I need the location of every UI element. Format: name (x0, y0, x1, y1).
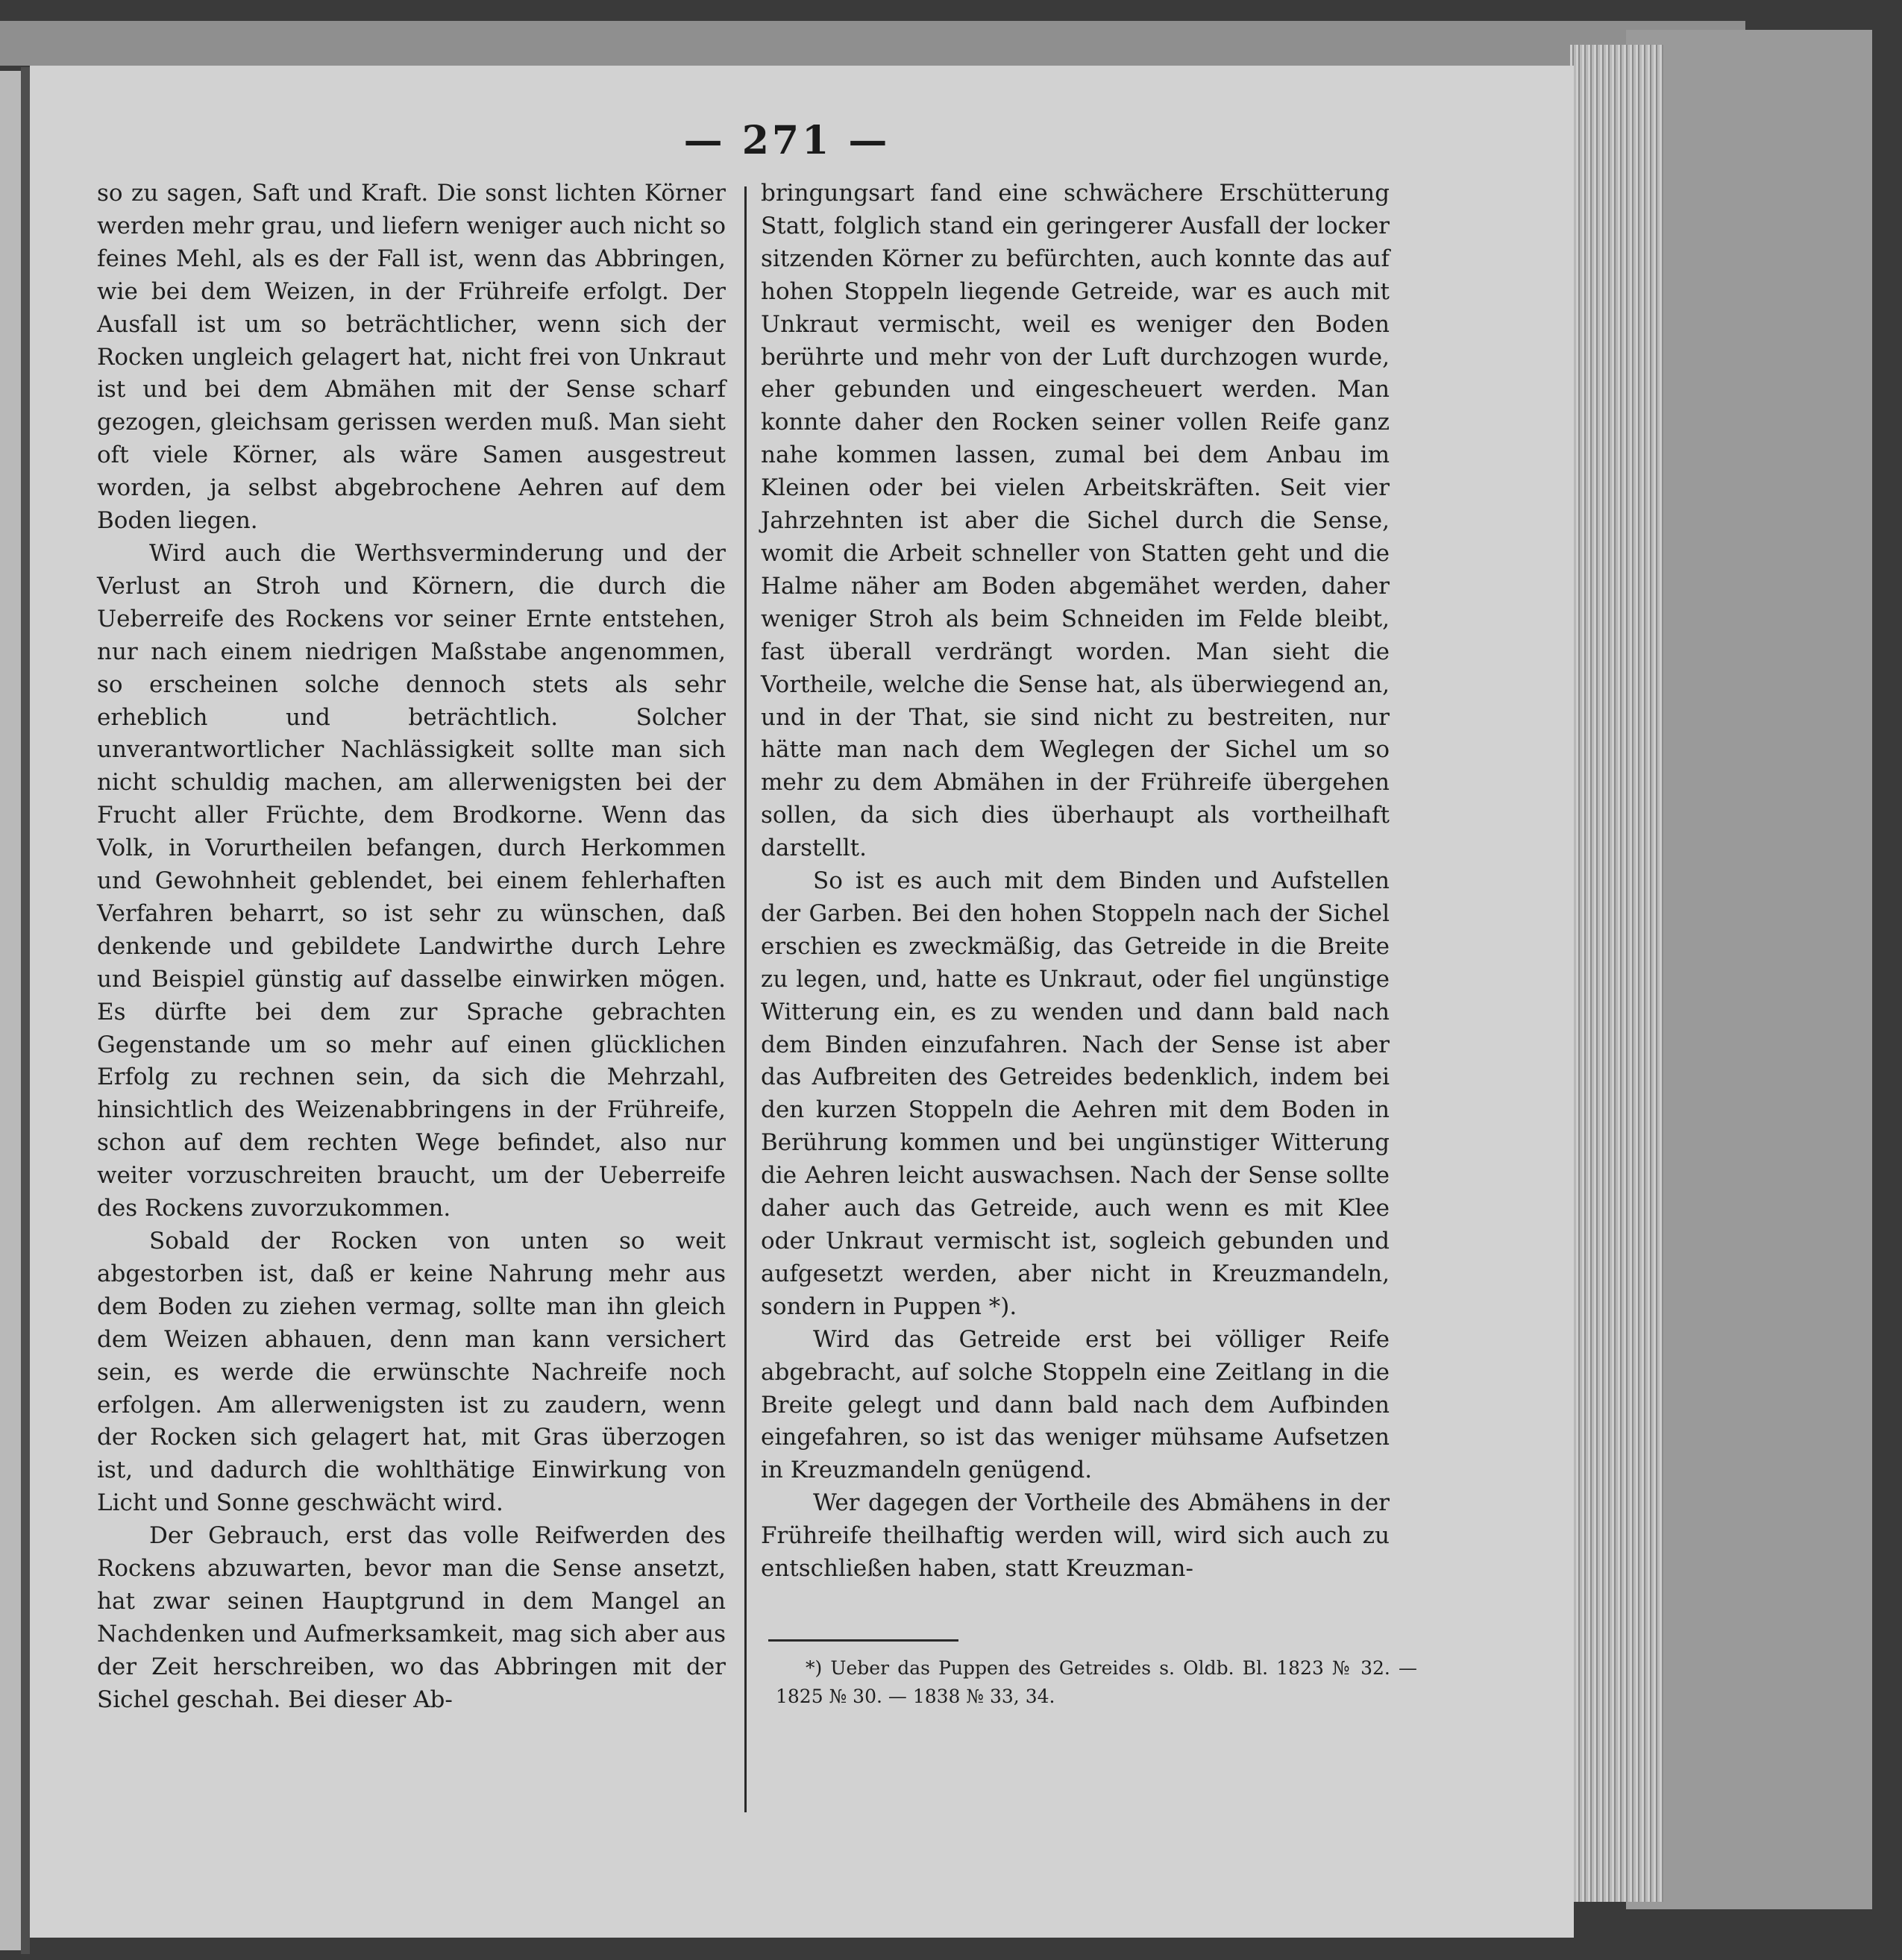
book-cover-top (0, 21, 1745, 66)
column-divider (744, 186, 747, 1812)
paragraph: bringungsart fand eine schwächere Erschütterung Statt, folglich stand ein geringerer Ausfall der locker sitzenden Körner zu befürchten, auch konnte das auf hohen Stoppeln liegende Getreide, war es auch mit Unkraut vermischt, weil es weniger den Boden berührte und mehr von der Luft durchzogen wurde, eher gebunden und eingescheuert werden. Man konnte daher den Rocken seiner vollen Reife ganz nahe kommen lassen, zumal bei dem Anbau im Kleinen oder bei vielen Arbeitskräften. Seit vier Jahrzehnten ist aber die Sichel durch die Sense, womit die Arbeit schneller von Statten geht und die Halme näher am Boden abgemähet werden, daher weniger Stroh als beim Schneiden im Felde bleibt, fast überall verdrängt worden. Man sieht die Vortheile, welche die Sense hat, als überwiegend an, und in der That, sie sind nicht zu bestreiten, nur hätte man nach dem Weglegen der Sichel um so mehr zu dem Abmähen in der Frühreife übergehen sollen, da sich dies überhaupt als vortheilhaft darstellt. (761, 180, 1390, 862)
paragraph: So ist es auch mit dem Binden und Aufstellen der Garben. Bei den hohen Stoppeln nach der Sichel erschien es zweckmäßig, das Getreide in die Breite zu legen, und, hatte es Unkraut, oder fiel ungünstige Witterung ein, es zu wenden und dann bald nach dem Binden einzufahren. Nach der Sense ist aber das Aufbreiten des Getreides bedenklich, indem bei den kurzen Stoppeln die Aehren mit dem Boden in Berührung kommen und bei ungünstiger Witterung die Aehren leicht auswachsen. Nach der Sense sollte daher auch das Getreide, auch wenn es mit Klee oder Unkraut vermischt ist, sogleich gebunden und aufgesetzt werden, aber nicht in Kreuzmandeln, sondern in Puppen *). (761, 867, 1390, 1320)
paragraph: so zu sagen, Saft und Kraft. Die sonst lichten Körner werden mehr grau, und liefern weniger auch nicht so feines Mehl, als es der Fall ist, wenn das Abbringen, wie bei dem Weizen, in der Frühreife erfolgt. Der Ausfall ist um so beträchtlicher, wenn sich der Rocken ungleich gelagert hat, nicht frei von Unkraut ist und bei dem Abmähen mit der Sense scharf gezogen, gleichsam gerissen werden muß. Man sieht oft viele Körner, als wäre Samen ausgestreut worden, ja selbst abgebrochene Aehren auf dem Boden liegen. (97, 180, 726, 535)
right-column (761, 178, 1390, 1586)
paragraph: Wird auch die Werthsverminderung und der Verlust an Stroh und Körnern, die durch die Ueberreife des Rockens vor seiner Ernte entstehen, nur nach einem niedrigen Maßstabe angenommen, so erscheinen solche dennoch stets als sehr erheblich und beträchtlich. Solcher unverantwortlicher Nachlässigkeit sollte man sich nicht schuldig machen, am allerwenigsten bei der Frucht aller Früchte, dem Brodkorne. Wenn das Volk, in Vorurtheilen befangen, durch Herkommen und Gewohnheit geblendet, bei einem fehlerhaften Verfahren beharrt, so ist sehr zu wünschen, daß denkende und gebildete Landwirthe durch Lehre und Beispiel günstig auf dasselbe einwirken mögen. Es dürfte bei dem zur Sprache gebrachten Gegenstande um so mehr auf einen glücklichen Erfolg zu rechnen sein, da sich die Mehrzahl, hinsichtlich des Weizenabbringens in der Frühreife, schon auf dem rechten Wege befindet, also nur weiter vorzuschreiten braucht, um der Ueberreife des Rockens zuvorzukommen. (97, 539, 726, 1222)
paragraph: Wird das Getreide erst bei völliger Reife abgebracht, auf solche Stoppeln eine Zeitlang in die Breite gelegt und dann bald nach dem Aufbinden eingefahren, so ist das weniger mühsame Aufsetzen in Kreuzmandeln genügend. (761, 1325, 1390, 1484)
book-gutter (21, 67, 30, 1954)
paragraph: Wer dagegen der Vortheile des Abmähens in der Frühreife theilhaftig werden will, wird sich auch zu entschließen haben, statt Kreuzman- (761, 1489, 1390, 1583)
facing-page-edge (0, 71, 22, 1950)
page-edges (1570, 45, 1663, 1902)
page-number: — 271 — (683, 118, 891, 163)
footnote-rule (768, 1639, 958, 1642)
paragraph: Sobald der Rocken von unten so weit abgestorben ist, daß er keine Nahrung mehr aus dem Boden zu ziehen vermag, sollte man ihn gleich dem Weizen abhauen, denn man kann versichert sein, es werde die erwünschte Nachreife noch erfolgen. Am allerwenigsten ist zu zaudern, wenn der Rocken sich gelagert hat, mit Gras überzogen ist, und dadurch die wohlthätige Einwirkung von Licht und Sonne geschwächt wird. (97, 1228, 726, 1517)
left-column (97, 178, 726, 1717)
footnote: *) Ueber das Puppen des Getreides s. Oldb. Bl. 1823 № 32. — 1825 № 30. — 1838 № 33, 34. (776, 1657, 1417, 1707)
paragraph: Der Gebrauch, erst das volle Reifwerden des Rockens abzuwarten, bevor man die Sense ansetzt, hat zwar seinen Hauptgrund in dem Mangel an Nachdenken und Aufmerksamkeit, mag sich aber aus der Zeit herschreiben, wo das Abbringen mit der Sichel geschah. Bei dieser Ab- (97, 1522, 726, 1713)
page (30, 66, 1574, 1938)
